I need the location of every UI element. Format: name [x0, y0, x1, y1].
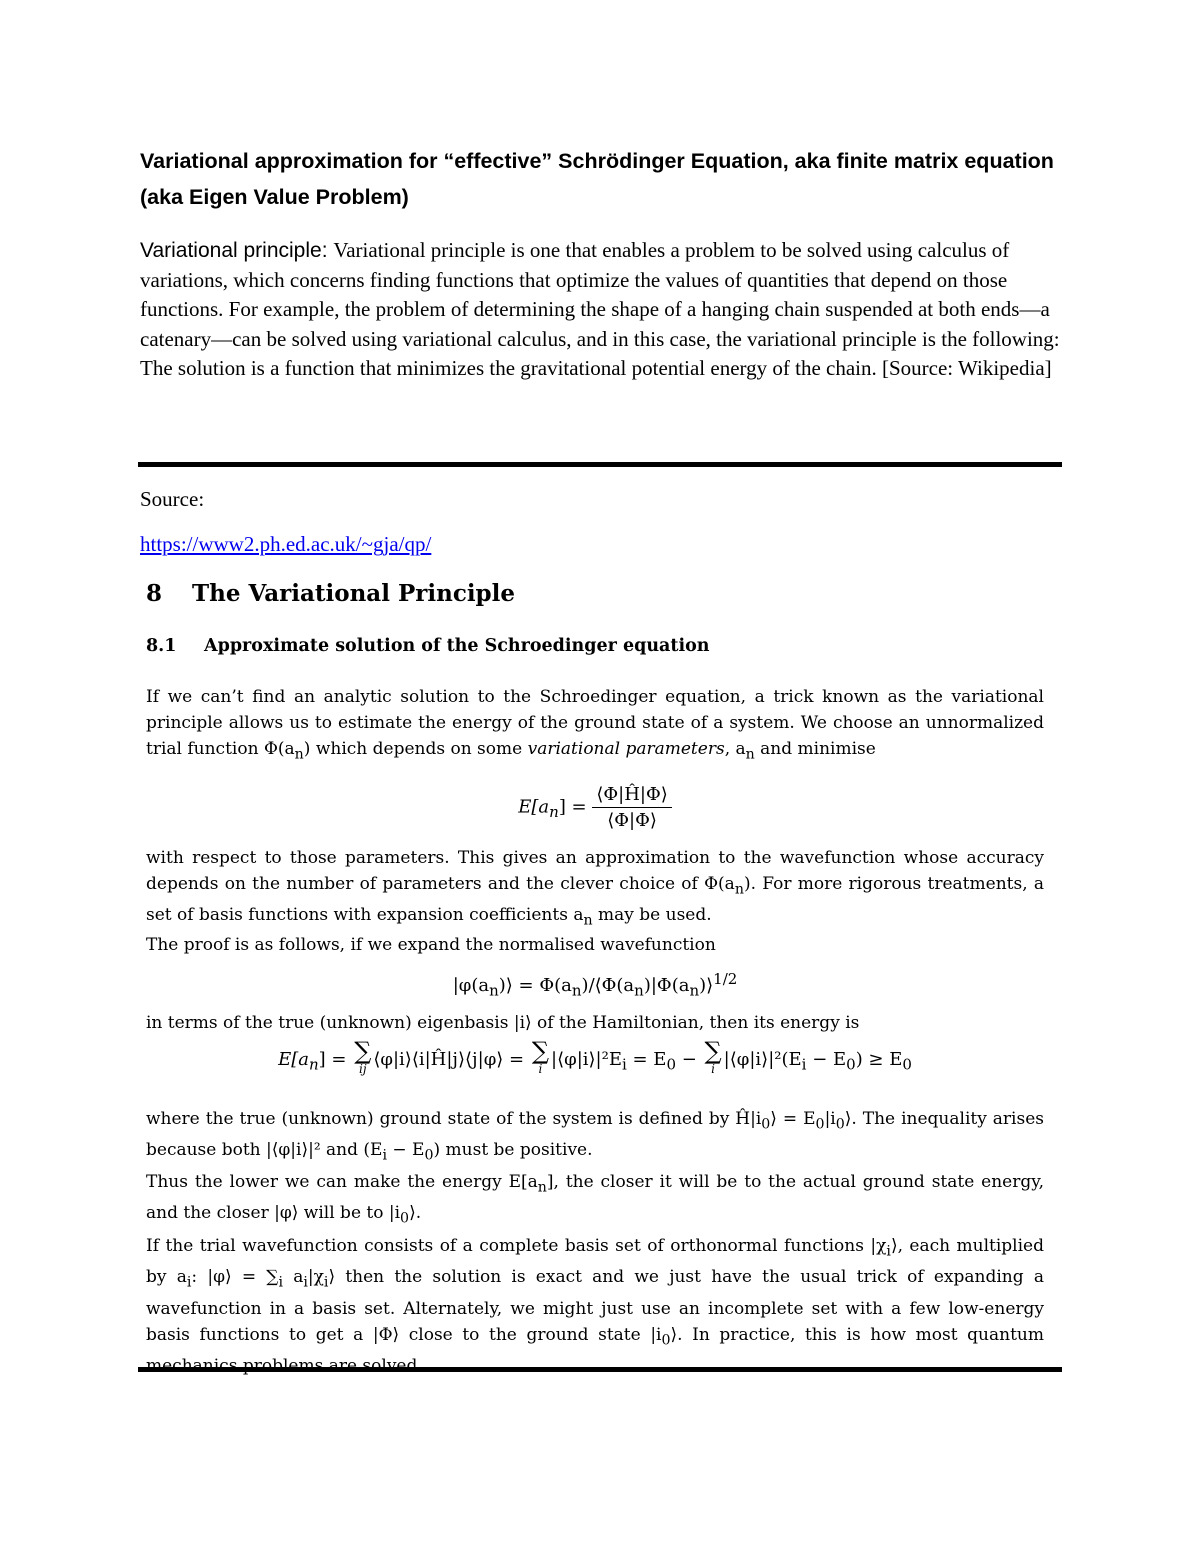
subsection-number: 8.1 — [146, 636, 177, 656]
paragraph-4: in terms of the true (unknown) eigenbasis |i⟩ of the Hamiltonian, then its energy is — [146, 1013, 860, 1033]
paragraph-1: If we can’t find an analytic solution to the Schroedinger equation, a trick known as the variational principle allows us to estimate the energy of the ground state of a system. We choose an unnormalized trial function $\Phi(a_n)$ which depends on some variational parameters, $a_n$ and minimise — [146, 687, 1044, 763]
section-heading — [146, 580, 515, 607]
top-divider — [138, 462, 1062, 467]
page-title: Variational approximation for “effective” Schrödinger Equation, aka finite matrix equation (aka Eigen Value Problem) — [140, 149, 1054, 209]
section-number: 8 — [146, 580, 163, 607]
subsection-title: Approximate solution of the Schroedinger equation — [204, 636, 710, 656]
equation-energy: $E[a_n]$ = $\frac{⟨\Phi|Ĥ|\Phi⟩}{⟨\Phi|\Phi⟩}$ — [146, 784, 1044, 831]
intro-lead: Variational principle: — [140, 239, 334, 262]
intro-text: Variational principle is one that enables a problem to be solved using calculus of variations, which concerns finding functions that optimize the values of quantities that depend on those functions. For example, the problem of determining the shape of a hanging chain suspended at both ends—a catenary—can be solved using variational calculus, and in this case, the variational principle is the following: The solution is a function that minimizes the gravitational potential energy of the chain. [Source: Wikipedia] — [140, 238, 1060, 381]
paragraph-5: where the true (unknown) ground state of the system is defined by $Ĥ|i_0⟩$ = $E_0|i_0⟩$. The inequality arises because both |⟨φ|i⟩|² and $(E_i - E_0)$ must be positive. — [146, 1109, 1044, 1164]
energy-fraction: $\frac{⟨\Phi|Ĥ|\Phi⟩}{⟨\Phi|\Phi⟩}$ — [592, 784, 671, 831]
source-label: Source: — [140, 487, 205, 511]
equation-energy-expansion: $E[a_n]$ = ∑ ij ⟨φ|i⟩⟨i|Ĥ|j⟩⟨j|φ⟩ = ∑ i $|⟨\varphi|i⟩|^2E_i = E_0$ − ∑ i $|⟨\varphi|i⟩|^2(E_i - E_0) \ge E_0$ — [278, 1037, 912, 1076]
paragraph-6: Thus the lower we can make the energy $E[a_n]$, the closer it will be to the actual ground state energy, and the closer |φ⟩ will be to $|i_0⟩$. — [146, 1172, 1044, 1227]
intro-paragraph — [140, 236, 1065, 384]
paragraph-7: If the trial wavefunction consists of a complete basis set of orthonormal functions $|\chi_i⟩$, each multiplied by $a_i$: |φ⟩ = $\sum_i$ $a_i|\chi_i⟩$ then the solution is exact and we just have the usual trick of expanding a wavefunction in a basis set. Alternately, we might just use an incomplete set with a few low-energy basis functions to get a |Φ⟩ close to the ground state $|i_0⟩$. In practice, this is how most quantum — [146, 1236, 1045, 1349]
source-link[interactable]: https://www2.ph.ed.ac.uk/~gja/qp/ — [140, 532, 432, 556]
paragraph-3: The proof is as follows, if we expand the normalised wavefunction — [146, 935, 716, 955]
section-title: The Variational Principle — [192, 580, 516, 607]
paragraph-2: with respect to those parameters. This gives an approximation to the wavefunction whose accuracy depends on the number of parameters and the clever choice of $\Phi(a_n)$. For more rigorous treatments, a set of basis functions with expansion coefficients $a_n$ may be used. — [146, 848, 1045, 929]
bottom-divider — [138, 1367, 1062, 1372]
subsection-heading — [146, 636, 710, 656]
equation-normalised-wavefunction: $|\varphi(a_n)⟩$ = $\Phi(a_n)/⟨\Phi(a_n)|\Phi(a_n)⟩^{1/2}$ — [452, 970, 738, 1000]
